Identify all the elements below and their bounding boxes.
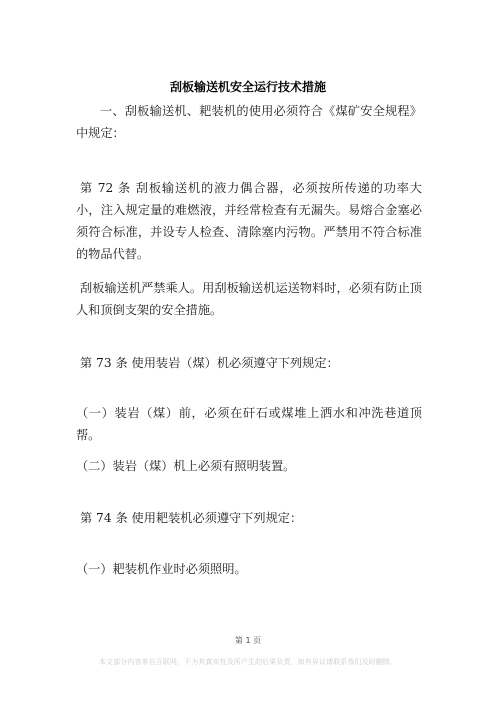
- paragraph-74-item-1: （一）耙装机作业时必须照明。: [76, 562, 247, 576]
- paragraph-article-73: 第 73 条 使用装岩（煤）机必须遵守下列规定：: [80, 356, 339, 370]
- footer-disclaimer: 本文部分内容来自互联网，不为其真实性及所产生的后果负责，如有异议请联系我们及时删除。: [98, 658, 398, 666]
- paragraph-73-item-2: （二）装岩（煤）机上必须有照明装置。: [76, 459, 296, 473]
- page-number: 第 1 页: [234, 636, 262, 645]
- paragraph-intro: 一、刮板输送机、耙装机的使用必须符合《煤矿安全规程》中规定：: [76, 104, 422, 140]
- paragraph-73-item-1: （一）装岩（煤）前，必须在矸石或煤堆上洒水和冲洗巷道顶帮。: [76, 406, 422, 442]
- document-title: 刮板输送机安全运行技术措施: [169, 80, 326, 94]
- paragraph-article-74: 第 74 条 使用耙装机必须遵守下列规定：: [80, 511, 303, 525]
- paragraph-article-72: 第 72 条 刮板输送机的液力偶合器，必须按所传递的功率大小，注入规定量的难燃液，并经常检查有无漏失。易熔合金塞必须符合标准，并设专人检查、清除塞内污物。严禁用不符合标准的物品代替。: [76, 181, 422, 261]
- paragraph-no-riding: 刮板输送机严禁乘人。用刮板输送机运送物料时，必须有防止顶人和顶倒支架的安全措施。: [76, 281, 422, 317]
